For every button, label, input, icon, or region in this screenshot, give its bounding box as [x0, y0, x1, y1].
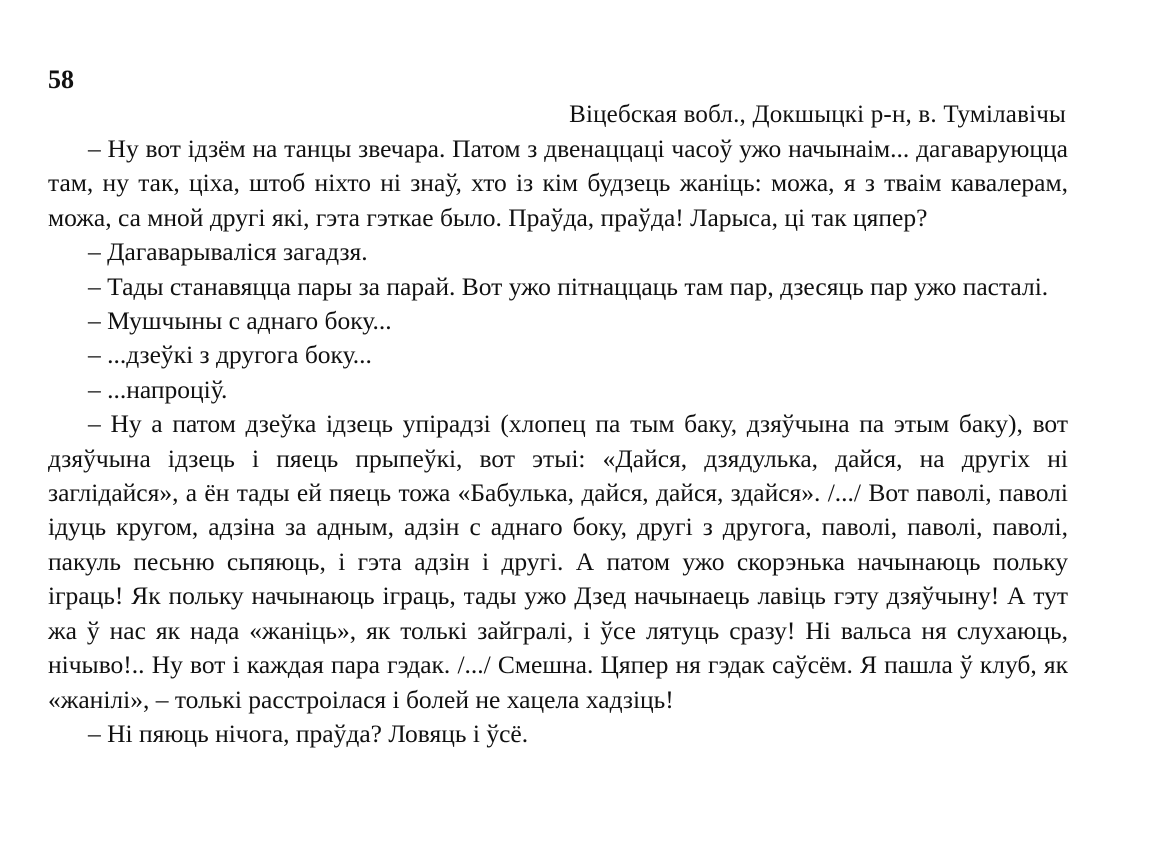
- document-page: [48, 0, 1068, 854]
- interview-text: [48, 132, 1068, 751]
- paragraph-4: – Мушчыны с аднаго боку...: [88, 306, 392, 336]
- paragraph-6: – ...напроціў.: [88, 374, 228, 404]
- paragraph-8: – Ні пяюць нічога, праўда? Ловяць і ўсё.: [88, 718, 529, 748]
- page-number: 58: [48, 65, 74, 94]
- paragraph-3: – Тады станавяцца пары за парай. Вот ужо пітнаццаць там пар, дзесяць пар ужо пасталі.: [88, 271, 1049, 301]
- paragraph-5: – ...дзеўкі з другога боку...: [88, 340, 372, 370]
- location-heading: Віцебская вобл., Докшыцкі р-н, в. Тумілавічы: [569, 101, 1066, 128]
- paragraph-7: – Ну а патом дзеўка ідзець упірадзі (хлопец па тым баку, дзяўчына па этым баку), вот дзяўчына ідзець і пяець прыпеўкі, вот этыі: «Дайся, дзядулька, дайся, на другіх ні заглідайся», а ён тады ей пяець тожа «Бабулька, дайся, дайся, здайся». /.../ Вот паволі, паволі ідуць кругом, адзіна за адным, адзін с аднаго боку, другі з другога, паволі, паволі, паволі, пакуль песьню сьпяюць, і гэта адзін і другі. А патом ужо скорэнька начынаюць польку іграць! Як польку начынаюць іграць, тады ужо Дзед начынаець лавіць гэту дзяўчыну! А тут жа ў нас як нада «жаніць», як толькі зайгралі, і ўсе лятуць сразу! Ні вальса ня слухаюць, нічыво!.. Ну вот і каждая пара гэдак. /.../ Смешна. Цяпер ня гэдак саўсём. Я пашла ў клуб, як «жанілі», – толькі расстроілася і болей не хацела хадзіць!: [48, 409, 1068, 714]
- paragraph-1: – Ну вот ідзём на танцы звечара. Патом з двенаццаці часоў ужо начынаім... дагаваруюцца там, ну так, ціха, штоб ніхто ні знаў, хто із кім будзець жаніць: можа, я з тваім кавалерам, можа, са мной другі які, гэта гэткае было. Праўда, праўда! Ларыса, ці так цяпер?: [48, 134, 1068, 232]
- paragraph-2: – Дагаварываліся загадзя.: [88, 237, 368, 267]
